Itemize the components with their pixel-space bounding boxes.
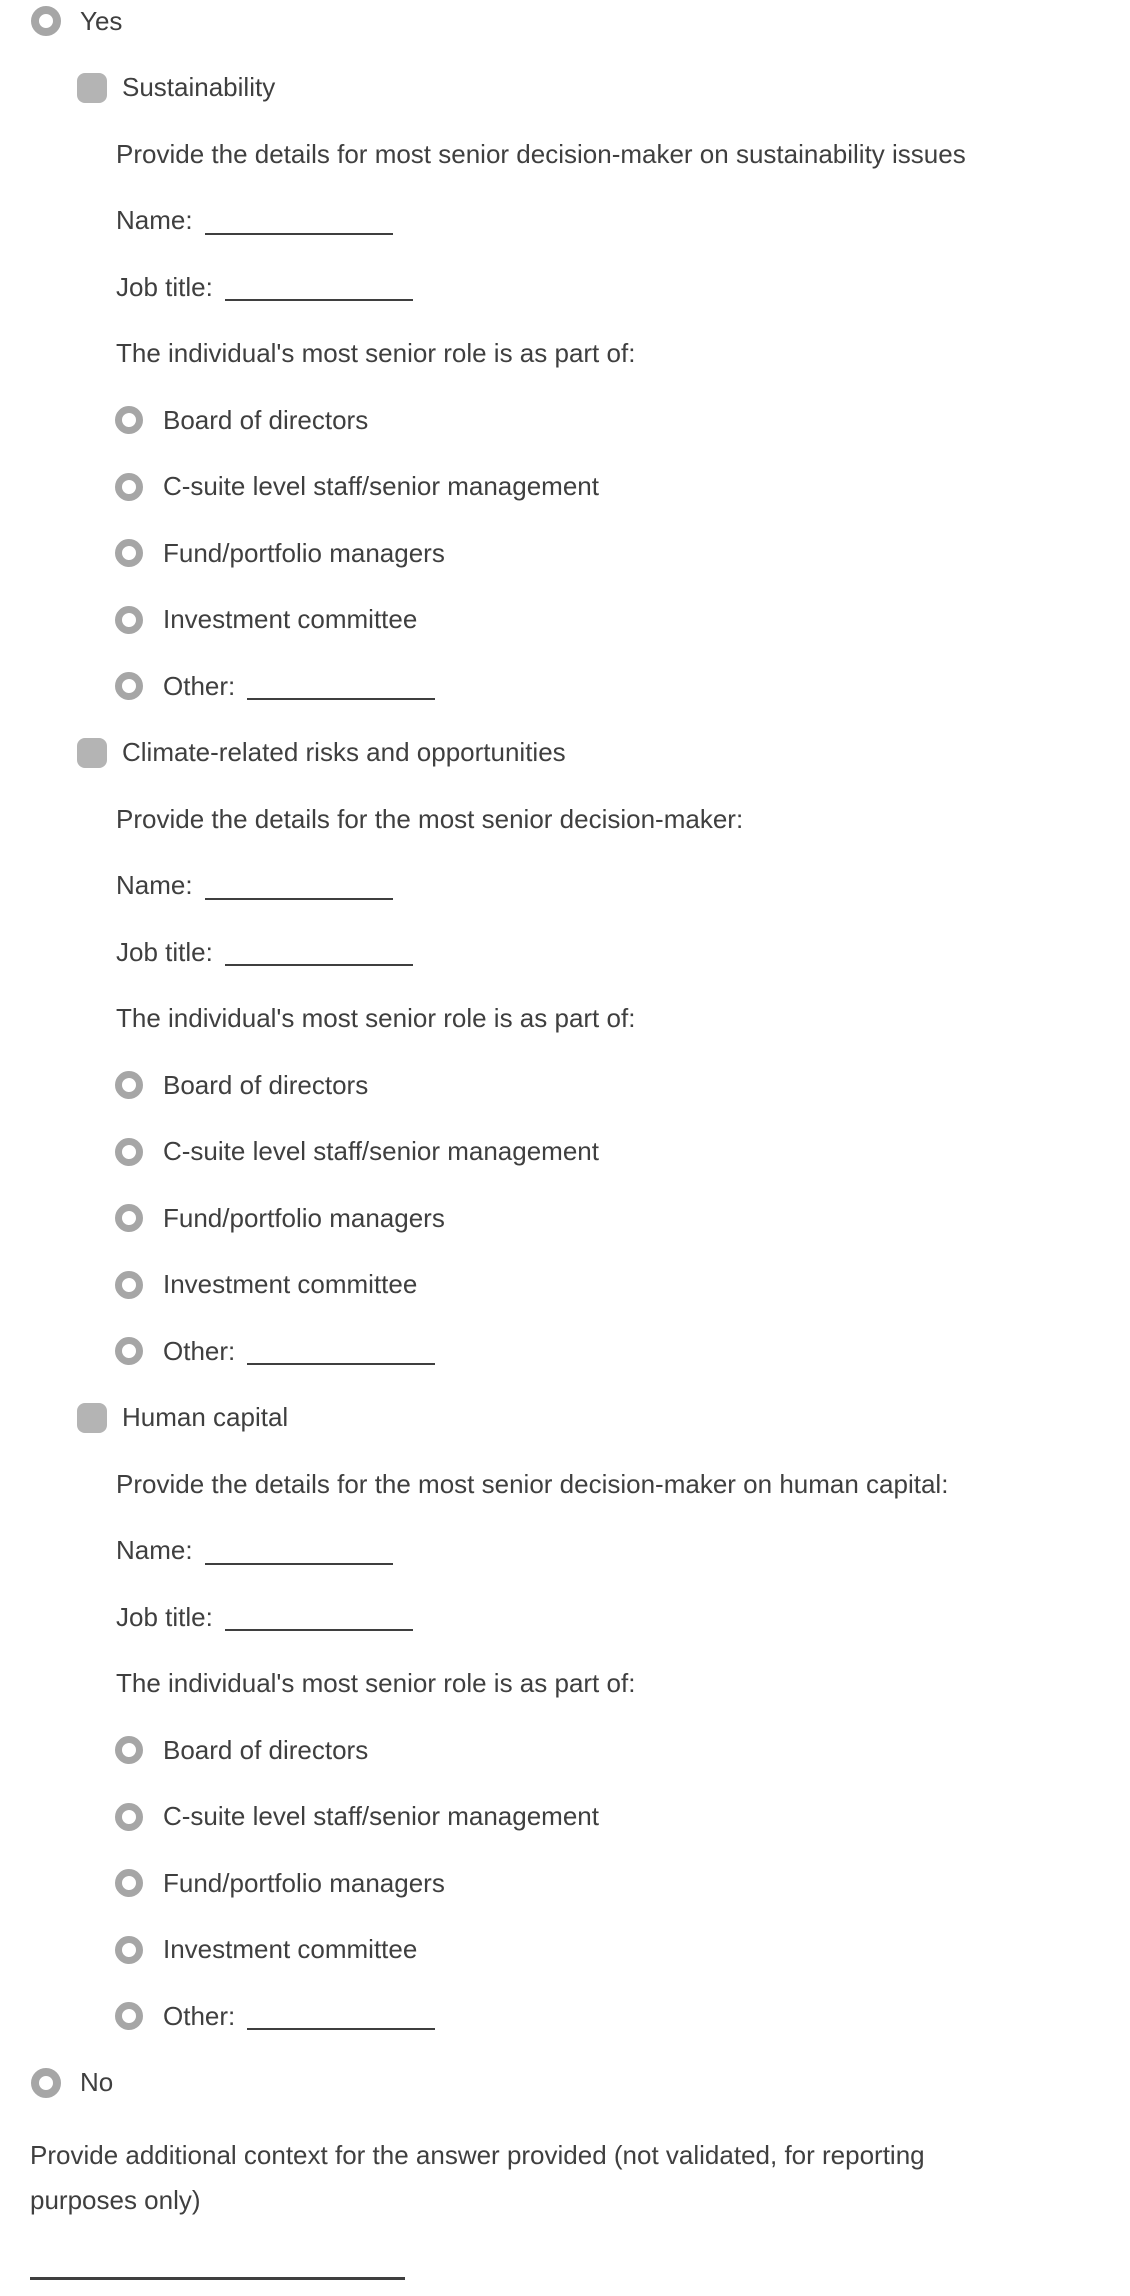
role-option-row xyxy=(0,1119,1130,1186)
role-option-row-other xyxy=(0,1983,1130,2050)
detail-prompt: Provide the details for the most senior decision-maker on human capital: xyxy=(116,1468,949,1499)
additional-context-line2: purposes only) xyxy=(30,2185,201,2215)
role-option-label: Board of directors xyxy=(163,1069,369,1100)
radio-no-label: No xyxy=(80,2067,114,2098)
radio-fund-portfolio-managers[interactable] xyxy=(115,1204,143,1232)
detail-prompt-row xyxy=(0,1451,1130,1518)
role-option-label: Fund/portfolio managers xyxy=(163,1867,445,1898)
role-prompt-row xyxy=(0,986,1130,1053)
other-input-line[interactable] xyxy=(247,1337,435,1365)
detail-prompt: Provide the details for the most senior decision-maker: xyxy=(116,803,744,834)
role-option-row xyxy=(0,1252,1130,1319)
radio-board-of-directors[interactable] xyxy=(115,1736,143,1764)
radio-other[interactable] xyxy=(115,672,143,700)
job-title-label: Job title: xyxy=(116,936,213,967)
checkbox-climate[interactable] xyxy=(77,738,107,768)
role-option-row xyxy=(0,387,1130,454)
radio-investment-committee[interactable] xyxy=(115,606,143,634)
name-row xyxy=(0,853,1130,920)
radio-yes-label: Yes xyxy=(80,5,123,36)
role-option-label: Board of directors xyxy=(163,404,369,435)
radio-fund-portfolio-managers[interactable] xyxy=(115,539,143,567)
job-title-input-line[interactable] xyxy=(225,938,413,966)
radio-c-suite[interactable] xyxy=(115,1803,143,1831)
additional-context-prompt xyxy=(30,2133,1130,2223)
role-prompt: The individual's most senior role is as part of: xyxy=(116,1003,636,1034)
role-option-row-other xyxy=(0,653,1130,720)
role-prompt-row xyxy=(0,321,1130,388)
radio-board-of-directors[interactable] xyxy=(115,406,143,434)
role-option-row xyxy=(0,587,1130,654)
role-option-row xyxy=(0,1717,1130,1784)
name-input-line[interactable] xyxy=(205,1537,393,1565)
name-row xyxy=(0,1518,1130,1585)
role-option-row xyxy=(0,1052,1130,1119)
role-option-label: Investment committee xyxy=(163,1934,418,1965)
name-label: Name: xyxy=(116,205,193,236)
role-option-label: C-suite level staff/senior management xyxy=(163,1801,599,1832)
other-label: Other: xyxy=(163,1335,236,1366)
role-option-label: Investment committee xyxy=(163,1269,418,1300)
topic-row-climate xyxy=(0,720,1130,787)
role-option-row xyxy=(0,454,1130,521)
other-label: Other: xyxy=(163,2000,236,2031)
radio-other[interactable] xyxy=(115,2002,143,2030)
topic-row-human-capital xyxy=(0,1385,1130,1452)
additional-context-line1: Provide additional context for the answer provided (not validated, for reporting xyxy=(30,2140,925,2170)
topic-label: Human capital xyxy=(122,1402,289,1433)
role-prompt: The individual's most senior role is as part of: xyxy=(116,1668,636,1699)
detail-prompt-row xyxy=(0,786,1130,853)
name-label: Name: xyxy=(116,870,193,901)
detail-prompt: Provide the details for most senior decision-maker on sustainability issues xyxy=(116,138,966,169)
role-option-label: Fund/portfolio managers xyxy=(163,537,445,568)
role-prompt: The individual's most senior role is as part of: xyxy=(116,338,636,369)
role-prompt-row xyxy=(0,1651,1130,1718)
radio-board-of-directors[interactable] xyxy=(115,1071,143,1099)
radio-investment-committee[interactable] xyxy=(115,1936,143,1964)
radio-c-suite[interactable] xyxy=(115,1138,143,1166)
role-option-row-other xyxy=(0,1318,1130,1385)
topic-row-sustainability xyxy=(0,55,1130,122)
other-input-line[interactable] xyxy=(247,2002,435,2030)
job-title-row xyxy=(0,919,1130,986)
other-input-line[interactable] xyxy=(247,672,435,700)
job-title-row xyxy=(0,254,1130,321)
radio-yes[interactable] xyxy=(31,6,61,36)
radio-fund-portfolio-managers[interactable] xyxy=(115,1869,143,1897)
radio-c-suite[interactable] xyxy=(115,473,143,501)
name-label: Name: xyxy=(116,1535,193,1566)
other-label: Other: xyxy=(163,670,236,701)
option-row-no xyxy=(0,2050,1130,2117)
role-option-row xyxy=(0,1784,1130,1851)
topic-label: Climate-related risks and opportunities xyxy=(122,737,566,768)
checkbox-human-capital[interactable] xyxy=(77,1403,107,1433)
radio-other[interactable] xyxy=(115,1337,143,1365)
job-title-label: Job title: xyxy=(116,1601,213,1632)
radio-investment-committee[interactable] xyxy=(115,1271,143,1299)
name-input-line[interactable] xyxy=(205,207,393,235)
role-option-row xyxy=(0,1917,1130,1984)
option-row-yes xyxy=(0,0,1130,55)
additional-context-input-line[interactable] xyxy=(30,2277,405,2280)
role-option-label: C-suite level staff/senior management xyxy=(163,471,599,502)
checkbox-sustainability[interactable] xyxy=(77,73,107,103)
radio-no[interactable] xyxy=(31,2068,61,2098)
role-option-label: C-suite level staff/senior management xyxy=(163,1136,599,1167)
job-title-label: Job title: xyxy=(116,271,213,302)
topic-label: Sustainability xyxy=(122,72,276,103)
name-input-line[interactable] xyxy=(205,872,393,900)
role-option-row xyxy=(0,1185,1130,1252)
name-row xyxy=(0,188,1130,255)
job-title-row xyxy=(0,1584,1130,1651)
role-option-row xyxy=(0,520,1130,587)
detail-prompt-row xyxy=(0,121,1130,188)
role-option-row xyxy=(0,1850,1130,1917)
role-option-label: Board of directors xyxy=(163,1734,369,1765)
role-option-label: Investment committee xyxy=(163,604,418,635)
role-option-label: Fund/portfolio managers xyxy=(163,1202,445,1233)
job-title-input-line[interactable] xyxy=(225,273,413,301)
job-title-input-line[interactable] xyxy=(225,1603,413,1631)
